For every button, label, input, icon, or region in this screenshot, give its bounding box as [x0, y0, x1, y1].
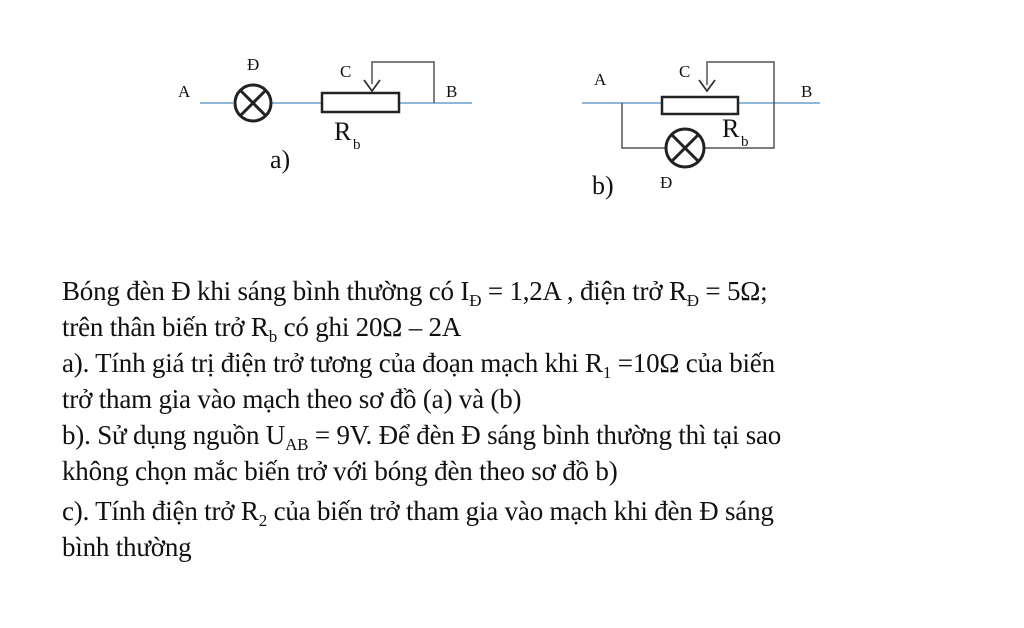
diagram-caption-a: a) [270, 145, 291, 174]
diagram-caption-b: b) [592, 171, 614, 200]
problem-line-8: bình thường [62, 532, 192, 562]
circuit-diagrams [0, 0, 1024, 250]
rheostat-subscript: b [353, 137, 361, 153]
rheostat-label: R [722, 114, 740, 143]
terminal-b-label: B [801, 82, 813, 101]
problem-line-7: c). Tính điện trở $R_2$ của biến trở tham gia vào mạch khi đèn Đ sáng [62, 496, 774, 530]
terminal-b-label: B [446, 82, 458, 101]
lamp-b-icon [666, 129, 704, 167]
lamp-a-icon [235, 85, 271, 121]
terminal-a-label: A [178, 82, 191, 101]
problem-line-5: b). Sử dụng nguồn $U_{AB} = 9V$. Để đèn Đ sáng bình thường thì tại sao [62, 420, 782, 454]
lamp-wire-b-left [622, 103, 666, 148]
problem-line-2: trên thân biến trở $R_b$ có ghi 20Ω – 2A [62, 312, 462, 346]
rheostat-subscript: b [741, 134, 749, 150]
rheostat-b [662, 97, 738, 114]
circuit-diagram-b [582, 62, 820, 200]
problem-line-1: Bóng đèn Đ khi sáng bình thường có $I_Đ = 1,2A$ , điện trở $R_Đ = 5\Omega$; [62, 276, 768, 310]
lamp-label: Đ [660, 173, 673, 192]
problem-text [62, 273, 1012, 565]
terminal-a-label: A [594, 70, 607, 89]
problem-line-3: a). Tính giá trị điện trở tương của đoạn mạch khi $R_1 =10\Omega$ của biến [62, 348, 775, 382]
problem-line-4: trở tham gia vào mạch theo sơ đồ (a) và (b) [62, 384, 522, 414]
rheostat-label: R [334, 117, 352, 146]
slider-label: C [679, 62, 691, 81]
problem-line-6: không chọn mắc biến trở với bóng đèn theo sơ đồ b) [62, 456, 618, 486]
rheostat-a [322, 93, 399, 112]
circuit-diagram-a [178, 55, 472, 174]
slider-label: C [340, 62, 352, 81]
lamp-label: Đ [247, 55, 260, 74]
